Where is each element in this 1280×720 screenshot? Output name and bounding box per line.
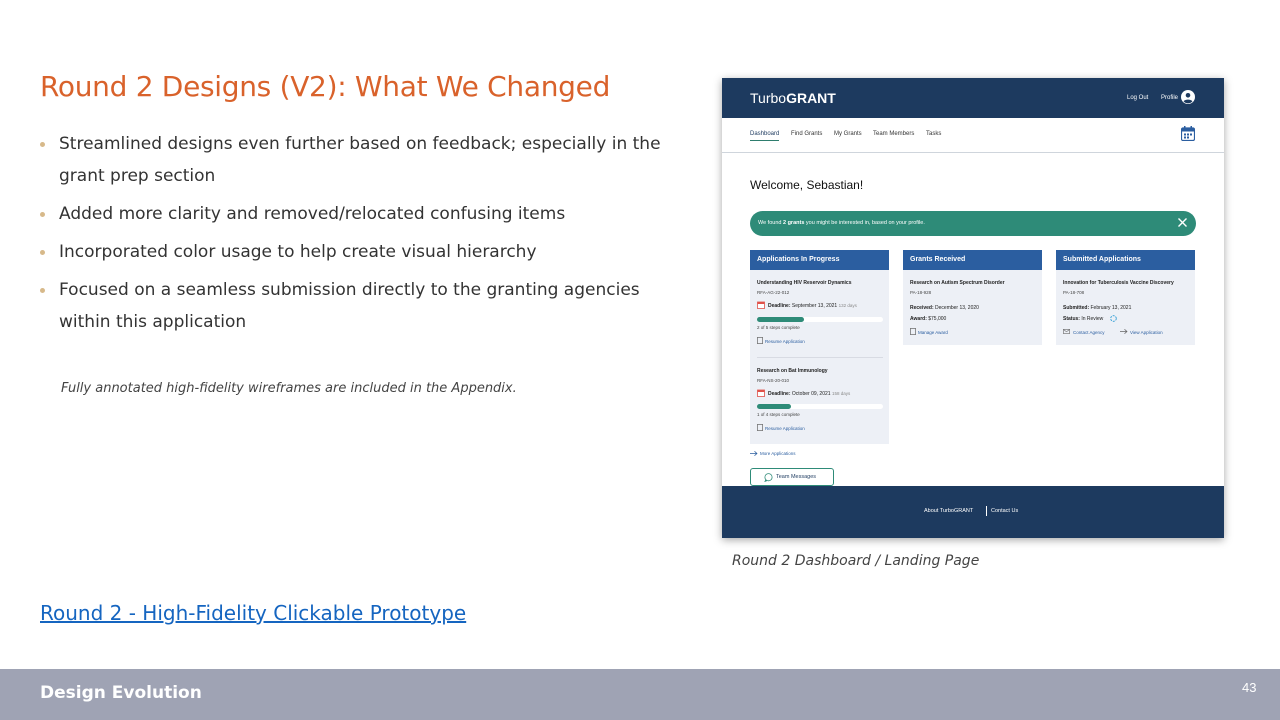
application-code: PA-18-708	[1063, 290, 1085, 295]
card-title: Submitted Applications	[1056, 250, 1195, 270]
steps-text: 2 of 5 steps complete	[757, 325, 800, 330]
applications-in-progress-card	[750, 250, 889, 444]
mail-icon	[1063, 329, 1070, 334]
page-number: 43	[1242, 680, 1257, 695]
status-text: Status: In Review	[1063, 316, 1104, 322]
document-icon	[757, 337, 763, 344]
tab-find-grants[interactable]: Find Grants	[791, 131, 823, 137]
more-applications-label[interactable]: More Applications	[760, 451, 796, 456]
grant-name: Research on Autism Spectrum Disorder	[910, 280, 1005, 286]
manage-award-link[interactable]: Manage Award	[918, 330, 948, 335]
deadline-text: Deadline: October 09, 2021 158 days	[768, 391, 851, 397]
bullet-list	[40, 128, 670, 344]
banner-text: We found 2 grants you might be interested in, based on your profile.	[758, 220, 925, 226]
deadline-text: Deadline: September 13, 2021 132 days	[768, 303, 857, 309]
document-icon	[757, 424, 763, 431]
close-icon[interactable]	[1177, 217, 1188, 228]
application-code: RFA-AG-22-012	[757, 290, 790, 295]
logout-link[interactable]: Log Out	[1127, 95, 1149, 101]
chat-icon	[764, 473, 773, 482]
team-messages-button[interactable]	[750, 468, 834, 486]
calendar-alert-icon	[757, 389, 765, 397]
view-application-link[interactable]: View Application	[1130, 330, 1163, 335]
progress-bar	[757, 404, 883, 409]
progress-fill	[757, 404, 791, 409]
bullet-item: Incorporated color usage to help create visual hierarchy	[40, 236, 670, 268]
tab-tasks[interactable]: Tasks	[926, 131, 942, 137]
about-link[interactable]: About TurboGRANT	[924, 508, 974, 514]
progress-fill	[757, 317, 804, 322]
footer-divider	[986, 506, 987, 516]
submitted-date: Submitted: February 13, 2021	[1063, 305, 1132, 311]
app-footer	[722, 486, 1224, 538]
bullet-item: Streamlined designs even further based on feedback; especially in the grant prep section	[40, 128, 670, 192]
award-amount: Award: $75,000	[910, 316, 947, 322]
resume-application-link[interactable]: Resume Application	[765, 339, 805, 344]
contact-agency-link[interactable]: Contact Agency	[1073, 330, 1105, 335]
steps-text: 1 of 4 steps complete	[757, 412, 800, 417]
bullet-item: Focused on a seamless submission directly to the granting agencies within this application	[40, 274, 670, 338]
contact-link[interactable]: Contact Us	[991, 508, 1019, 514]
grant-code: PA-18-928	[910, 290, 932, 295]
card-title: Applications In Progress	[750, 250, 889, 270]
profile-link[interactable]: Profile	[1161, 95, 1179, 101]
received-date: Received: December 13, 2020	[910, 305, 979, 311]
app-nav	[722, 118, 1224, 153]
user-icon[interactable]	[1181, 90, 1195, 104]
grants-received-card	[903, 250, 1042, 345]
prototype-link[interactable]: Round 2 - High-Fidelity Clickable Prototype	[40, 601, 467, 625]
application-code: RFA-NS-20-010	[757, 378, 790, 383]
tab-dashboard[interactable]: Dashboard	[750, 131, 779, 141]
application-name: Research on Bat Immunology	[757, 368, 828, 374]
resume-application-link[interactable]: Resume Application	[765, 426, 805, 431]
appendix-note: Fully annotated high-fidelity wireframes are included in the Appendix.	[61, 381, 517, 396]
section-title: Design Evolution	[40, 683, 202, 703]
bullet-item: Added more clarity and removed/relocated confusing items	[40, 198, 670, 230]
card-title: Grants Received	[903, 250, 1042, 270]
arrow-right-icon	[1120, 329, 1128, 334]
welcome-heading: Welcome, Sebastian!	[750, 178, 864, 192]
divider	[757, 357, 883, 358]
calendar-alert-icon	[757, 301, 765, 309]
application-name: Understanding HIV Reservoir Dynamics	[757, 280, 852, 286]
application-name: Innovation for Tuberculosis Vaccine Discovery	[1063, 280, 1174, 286]
app-logo[interactable]: TurboGRANT	[750, 90, 836, 106]
app-header	[722, 78, 1224, 118]
arrow-right-icon	[750, 451, 758, 456]
document-icon	[910, 328, 916, 335]
slide-footer	[0, 669, 1280, 720]
recommendation-banner	[750, 211, 1196, 236]
team-messages-label: Team Messages	[776, 474, 817, 480]
calendar-icon[interactable]	[1181, 126, 1195, 141]
pending-icon	[1110, 315, 1117, 322]
mockup-caption: Round 2 Dashboard / Landing Page	[732, 553, 980, 569]
tab-my-grants[interactable]: My Grants	[834, 131, 862, 137]
progress-bar	[757, 317, 883, 322]
slide-title: Round 2 Designs (V2): What We Changed	[40, 70, 611, 103]
dashboard-mockup	[722, 78, 1224, 538]
tab-team-members[interactable]: Team Members	[873, 131, 915, 137]
submitted-applications-card	[1056, 250, 1195, 345]
